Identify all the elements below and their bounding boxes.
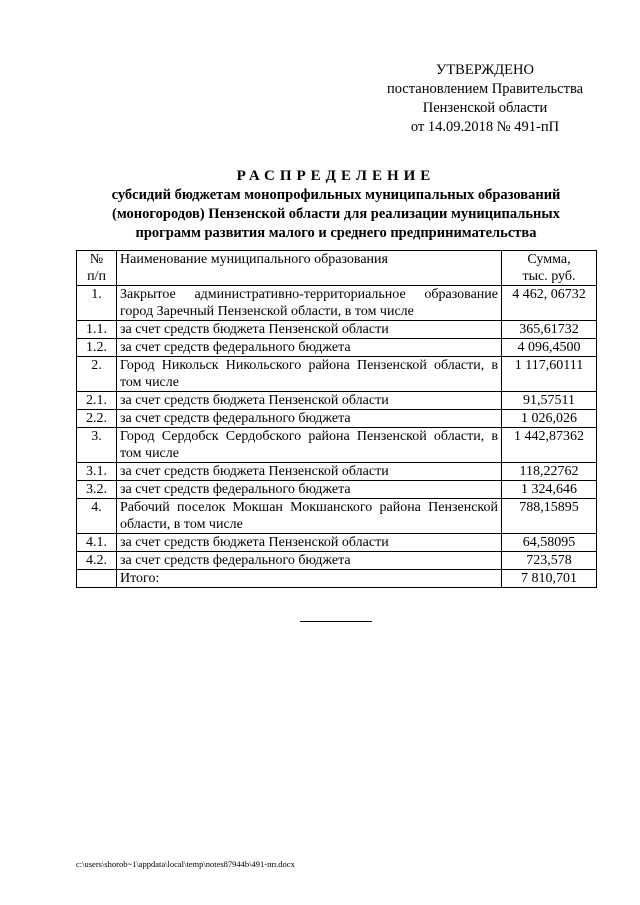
row-number: 2.1. (77, 392, 117, 410)
table-row (77, 410, 597, 428)
row-number: 1. (77, 286, 117, 321)
table-row (77, 534, 597, 552)
approval-date: от 14.09.2018 № 491-пП (410, 119, 560, 135)
table-row (77, 552, 597, 570)
row-number: 3. (77, 428, 117, 463)
row-name: за счет средств бюджета Пензенской области (117, 534, 502, 552)
row-name: Город Сердобск Сердобского района Пензенской области, в том числе (117, 428, 502, 463)
approval-decree: постановлением Правительства (386, 81, 584, 97)
row-sum: 91,57511 (502, 392, 597, 410)
document-title: РАСПРЕДЕЛЕНИЕ (236, 168, 436, 184)
row-number: 1.1. (77, 321, 117, 339)
table-row (77, 428, 597, 463)
row-sum: 1 117,60111 (502, 357, 597, 392)
table-row (77, 499, 597, 534)
row-number: 2.2. (77, 410, 117, 428)
approval-block (374, 61, 596, 137)
row-name: за счет средств федерального бюджета (117, 481, 502, 499)
document-subtitle-line-1: субсидий бюджетам монопрофильных муниципальных образований (111, 187, 561, 203)
header-name: Наименование муниципального образования (117, 251, 502, 286)
row-number: 2. (77, 357, 117, 392)
end-divider-line (300, 621, 372, 622)
row-sum: 365,61732 (502, 321, 597, 339)
table-total-row (77, 570, 597, 588)
table-header-row (77, 251, 597, 286)
footer-file-path: c:\users\shorob~1\appdata\local\temp\notes87944b\491-пп.docx (76, 859, 295, 869)
row-number (77, 570, 117, 588)
header-sum: Сумма, тыс. руб. (502, 251, 597, 286)
row-name: за счет средств федерального бюджета (117, 339, 502, 357)
document-title-block (76, 166, 596, 243)
table-row (77, 286, 597, 321)
row-number: 4.2. (77, 552, 117, 570)
row-name: за счет средств федерального бюджета (117, 410, 502, 428)
row-number: 4. (77, 499, 117, 534)
row-sum: 1 026,026 (502, 410, 597, 428)
row-name: Рабочий поселок Мокшан Мокшанского района Пензенской области, в том числе (117, 499, 502, 534)
row-name: за счет средств бюджета Пензенской области (117, 321, 502, 339)
row-name: за счет средств бюджета Пензенской области (117, 392, 502, 410)
row-sum: 788,15895 (502, 499, 597, 534)
document-subtitle-line-3: программ развития малого и среднего предпринимательства (135, 225, 537, 241)
row-name: Город Никольск Никольского района Пензенской области, в том числе (117, 357, 502, 392)
row-number: 3.1. (77, 463, 117, 481)
table-row (77, 339, 597, 357)
approval-heading: УТВЕРЖДЕНО (436, 62, 534, 78)
row-sum: 118,22762 (502, 463, 597, 481)
table-row (77, 357, 597, 392)
row-sum: 64,58095 (502, 534, 597, 552)
row-name: за счет средств федерального бюджета (117, 552, 502, 570)
table-row (77, 481, 597, 499)
row-sum: 723,578 (502, 552, 597, 570)
row-number: 3.2. (77, 481, 117, 499)
distribution-table (76, 250, 597, 588)
table-row (77, 392, 597, 410)
row-sum: 1 442,87362 (502, 428, 597, 463)
table-row (77, 321, 597, 339)
document-subtitle-line-2: (моногородов) Пензенской области для реализации муниципальных (112, 206, 560, 222)
table-row (77, 463, 597, 481)
total-label: Итого: (117, 570, 502, 588)
row-name: Закрытое административно-территориальное образование город Заречный Пензенской области, в том числе (117, 286, 502, 321)
header-number: № п/п (77, 251, 117, 286)
row-sum: 1 324,646 (502, 481, 597, 499)
row-sum: 4 096,4500 (502, 339, 597, 357)
row-name: за счет средств бюджета Пензенской области (117, 463, 502, 481)
approval-region: Пензенской области (422, 100, 548, 116)
total-sum: 7 810,701 (502, 570, 597, 588)
row-sum: 4 462, 06732 (502, 286, 597, 321)
row-number: 1.2. (77, 339, 117, 357)
row-number: 4.1. (77, 534, 117, 552)
